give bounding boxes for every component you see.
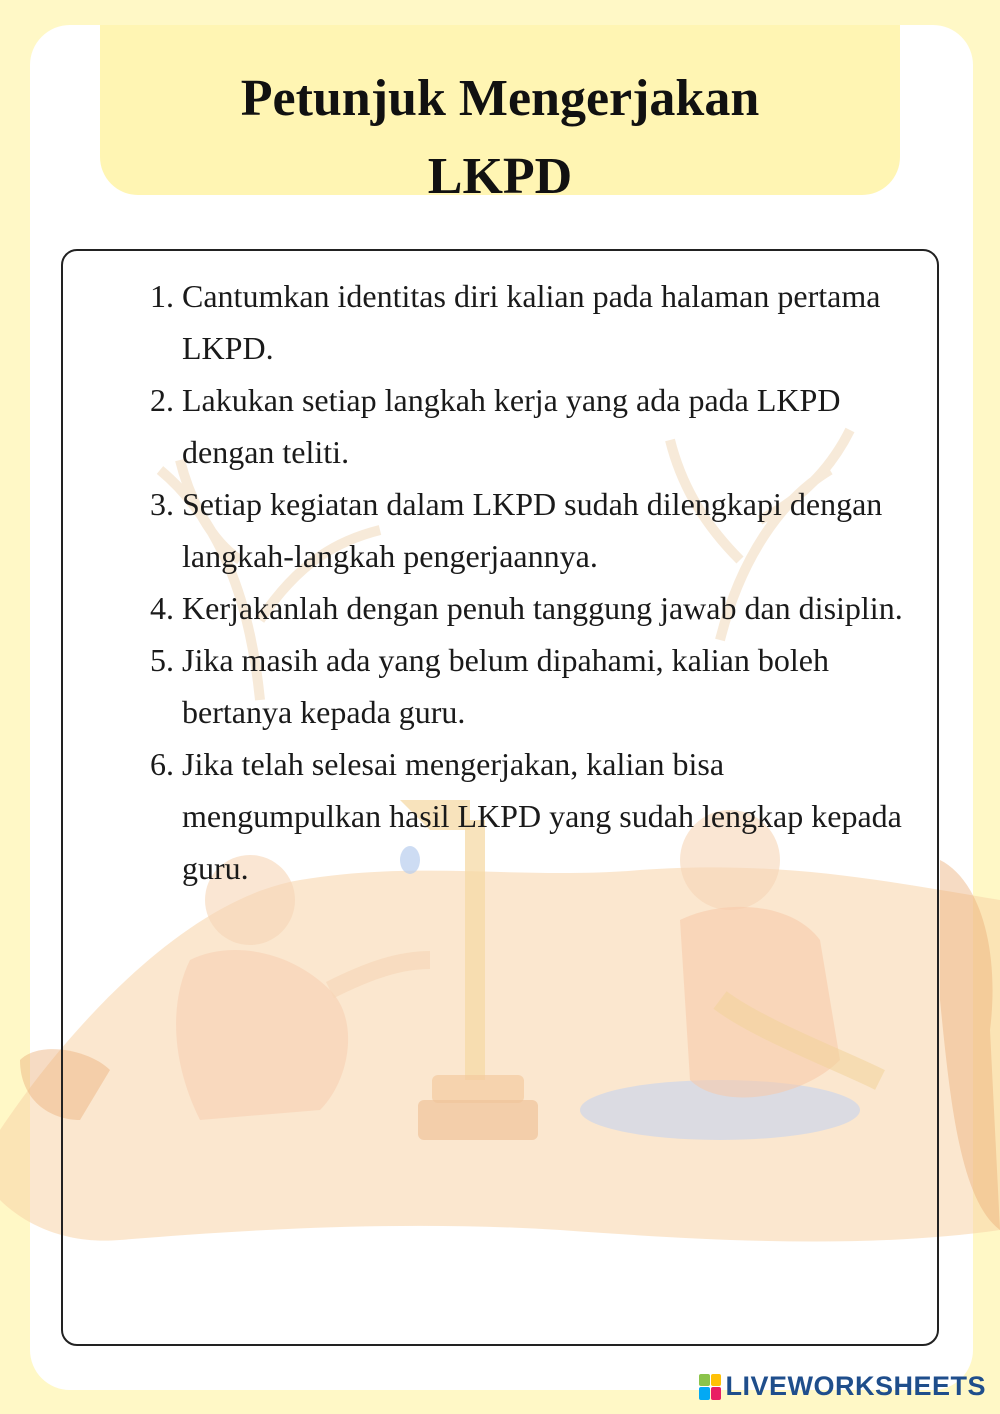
instruction-item — [150, 582, 910, 634]
liveworksheets-logo-icon — [699, 1374, 721, 1400]
instruction-item — [150, 478, 910, 582]
instruction-text: Jika telah selesai mengerjakan, kalian bisa mengumpulkan hasil LKPD yang sudah lengkap kepada guru. — [182, 746, 902, 886]
instruction-item — [150, 634, 910, 738]
instruction-item — [150, 270, 910, 374]
page-title — [0, 60, 1000, 216]
title-line-1: Petunjuk Mengerjakan — [240, 70, 760, 127]
instruction-number: 1. — [150, 278, 174, 314]
instruction-list — [150, 270, 910, 894]
instruction-text: Lakukan setiap langkah kerja yang ada pada LKPD dengan teliti. — [182, 382, 841, 470]
brand-name: LIVEWORKSHEETS — [725, 1371, 986, 1401]
instruction-text: Setiap kegiatan dalam LKPD sudah dilengkapi dengan langkah-langkah pengerjaannya. — [182, 486, 883, 574]
instruction-text: Cantumkan identitas diri kalian pada halaman pertama LKPD. — [182, 278, 881, 366]
instruction-number: 3. — [150, 486, 174, 522]
instruction-text: Jika masih ada yang belum dipahami, kalian boleh bertanya kepada guru. — [182, 642, 829, 730]
title-line-2: LKPD — [427, 148, 573, 205]
instruction-number: 6. — [150, 746, 174, 782]
instruction-number: 2. — [150, 382, 174, 418]
instruction-number: 5. — [150, 642, 174, 678]
instruction-number: 4. — [150, 590, 174, 626]
instruction-item — [150, 738, 910, 894]
instruction-item — [150, 374, 910, 478]
liveworksheets-brand[interactable] — [699, 1371, 986, 1402]
instruction-text: Kerjakanlah dengan penuh tanggung jawab dan disiplin. — [182, 590, 903, 626]
